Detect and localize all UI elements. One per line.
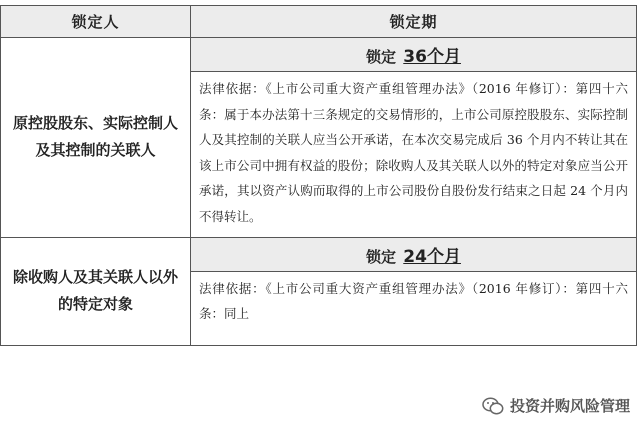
table-header-row <box>1 6 637 38</box>
lockup-table <box>0 5 637 346</box>
header-period: 锁定期 <box>191 6 637 38</box>
header-holder: 锁定人 <box>1 6 191 38</box>
table-row <box>1 237 637 271</box>
wechat-icon <box>482 397 504 415</box>
legal-basis-text: 法律依据：《上市公司重大资产重组管理办法》（2016 年修订）：第四十六条：同上 <box>199 280 628 322</box>
watermark <box>482 395 630 416</box>
legal-basis-text: 法律依据：《上市公司重大资产重组管理办法》（2016 年修订）：第四十六条：属于本办法第十三条规定的交易情形的，上市公司原控股股东、实际控制人及其控制的关联人应当公开承诺，在本次交易完成后 36 个月内不转让其在该上市公司中拥有权益的股份；除收购人及其关联人以外的特定对象应当公开承诺，其以资产认购而取得的上市公司股份自股份发行结束之日起 24 个月内不得转让。 <box>199 81 628 224</box>
legal-basis-cell <box>191 72 637 238</box>
legal-basis-cell <box>191 271 637 345</box>
period-value: 36个月 <box>403 47 461 67</box>
period-prefix: 锁定 <box>366 48 397 66</box>
period-cell <box>191 237 637 271</box>
period-prefix: 锁定 <box>366 247 397 266</box>
table-row <box>1 38 637 72</box>
holder-cell: 原控股股东、实际控制人及其控制的关联人 <box>1 38 191 238</box>
period-value: 24个月 <box>403 246 461 267</box>
holder-cell: 除收购人及其关联人以外的特定对象 <box>1 237 191 345</box>
period-cell <box>191 38 637 72</box>
watermark-text: 投资并购风险管理 <box>509 397 630 415</box>
